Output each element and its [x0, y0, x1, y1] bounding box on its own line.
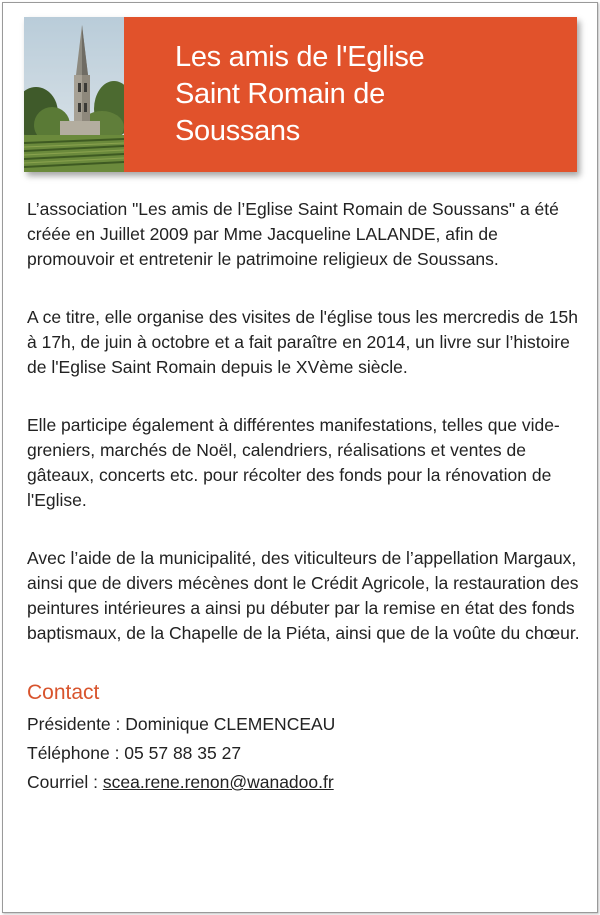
title-line-2: Saint Romain de	[175, 78, 385, 110]
title-banner	[124, 17, 577, 172]
paragraph-intro: L’association "Les amis de l’Eglise Saint Romain de Soussans" a été créée en Juillet 2009 par Mme Jacqueline LALANDE, afin de promouvoir et entretenir le patrimoine religieux de Soussans.	[27, 199, 559, 269]
header-banner	[24, 17, 577, 172]
article-body	[27, 197, 587, 797]
title-line-1: Les amis de l'Eglise	[175, 41, 425, 73]
paragraph-restoration: Avec l’aide de la municipalité, des viticulteurs de l’appellation Margaux, ainsi que de divers mécènes dont le Crédit Agricole, la restauration des peintures intérieures a ainsi pu débuter par la remise en état des fonds baptismaux, de la Chapelle de la Piéta, ainsi que de la voûte du chœur.	[27, 548, 580, 643]
title-line-3: Soussans	[175, 115, 300, 147]
page-title	[175, 39, 555, 150]
paragraph-visits: A ce titre, elle organise des visites de l'église tous les mercredis de 15h à 17h, de juin à octobre et a fait paraître en 2014, un livre sur l’histoire de l'Eglise Saint Romain depuis le XVème siècle.	[27, 307, 578, 377]
contact-president: Présidente : Dominique CLEMENCEAU	[27, 714, 336, 734]
paragraph-events: Elle participe également à différentes manifestations, telles que vide-greniers, marchés de Noël, calendriers, réalisations et ventes de gâteaux, concerts etc. pour récolter des fonds pour la rénovation de l'Eglise.	[27, 415, 560, 510]
contact-email-line	[27, 768, 587, 797]
contact-phone: Téléphone : 05 57 88 35 27	[27, 743, 242, 763]
contact-details	[27, 710, 587, 797]
contact-email-label: Courriel :	[27, 772, 103, 792]
contact-heading: Contact	[27, 681, 100, 704]
page-frame	[2, 2, 598, 913]
church-photo	[24, 17, 124, 172]
contact-email-link[interactable]: scea.rene.renon@wanadoo.fr	[102, 772, 334, 792]
